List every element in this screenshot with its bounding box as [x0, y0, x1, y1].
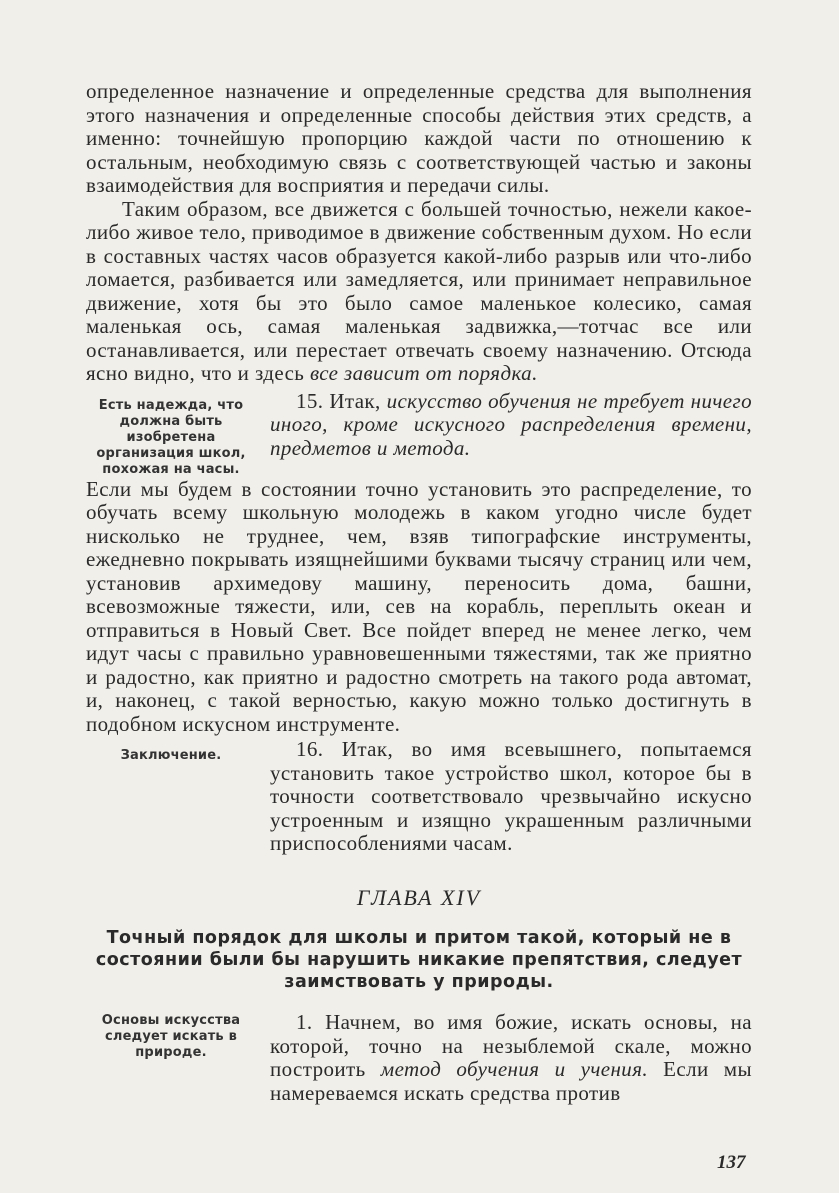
section-15-lead: 15. Итак,	[296, 388, 381, 413]
paragraph-emphasis: все зависит от порядка.	[309, 361, 538, 385]
section-16-text: 16. Итак, во имя всевышнего, попытаемся установить такое устройство школ, которое бы в точности соответствовало чрезвычайно искусно устроенным и изящно украшенным различными приспособлениями часам.	[270, 737, 752, 855]
page-number: 137	[717, 1152, 746, 1173]
chapter-title: ГЛАВА XIV	[356, 884, 482, 910]
margin-note-1: Основы искусства следует искать в природе.	[101, 1013, 241, 1060]
section-1-emphasis: метод обучения и учения.	[380, 1057, 649, 1081]
margin-note-15: Есть надежда, что должна быть изобретена организация школ, похожая на часы.	[96, 397, 246, 477]
margin-note-16: Заключение.	[120, 748, 222, 763]
paragraph-text: Таким образом, все движется с большей точностью, нежели какое-либо живое тело, приводимое в движение собственным духом. Но если в составных частях часов образуется какой-либо разрыв или что-либо ломается, разбивается или замедляется, или принимает неправильное движение, хотя бы это было самое маленькое колесико, самая маленькая ось, самая маленькая задвижка,—тотчас все или останавливается, или перестает отвечать своему назначению. Отсюда ясно видно, что и здесь	[86, 196, 752, 385]
section-16-block	[86, 738, 752, 856]
section-15-text: Если мы будем в состоянии точно установить это распределение, то обучать всему школьную молодежь в каком угодно числе будет нисколько не труднее, чем, взяв типографские инструменты, ежедневно покрывать изящнейшими буквами тысячу страниц или чем, установив архимедову машину, переносить дома, башни, всевозможные тяжести, или, сев на корабль, переплыть океан и отправиться в Новый Свет. Все пойдет вперед не менее легко, чем идут часы с правильно уравновешенными тяжестями, так же приятно и радостно, как приятно и радостно смотреть на такого рода автомат, и, наконец, с такой верностью, какую можно только достигнуть в подобном искусном инструменте.	[86, 476, 752, 736]
section-1-opening	[270, 1011, 752, 1105]
paragraph-clock-precision	[86, 198, 752, 386]
section-1-block	[86, 1011, 752, 1105]
chapter-heading: Точный порядок для школы и притом такой, который не в состоянии были бы нарушить никакие препятствия, следует заимствовать у природы.	[95, 928, 743, 992]
section-15-block	[86, 390, 752, 478]
page-body	[86, 80, 752, 1105]
section-1-lead: 1. Начнем, во имя божие, искать основы, на которой, точно на незыблемой скале, можно построить	[270, 1010, 752, 1081]
section-15-emphasis: искусство обучения не требует ничего иного, кроме искусного распределения времени, предметов и метода.	[270, 388, 752, 460]
section-15-opening	[270, 390, 752, 461]
section-1-text: Если мы намереваемся искать средства против	[270, 1057, 752, 1105]
paragraph-continued: определенное назначение и определенные средства для выполнения этого назначения и определенные способы действия этих средств, а именно: точнейшую пропорцию каждой части по отношению к остальным, необходимую связь с соответствующей частью и законы взаимодействия для восприятия и передачи силы.	[86, 79, 752, 197]
